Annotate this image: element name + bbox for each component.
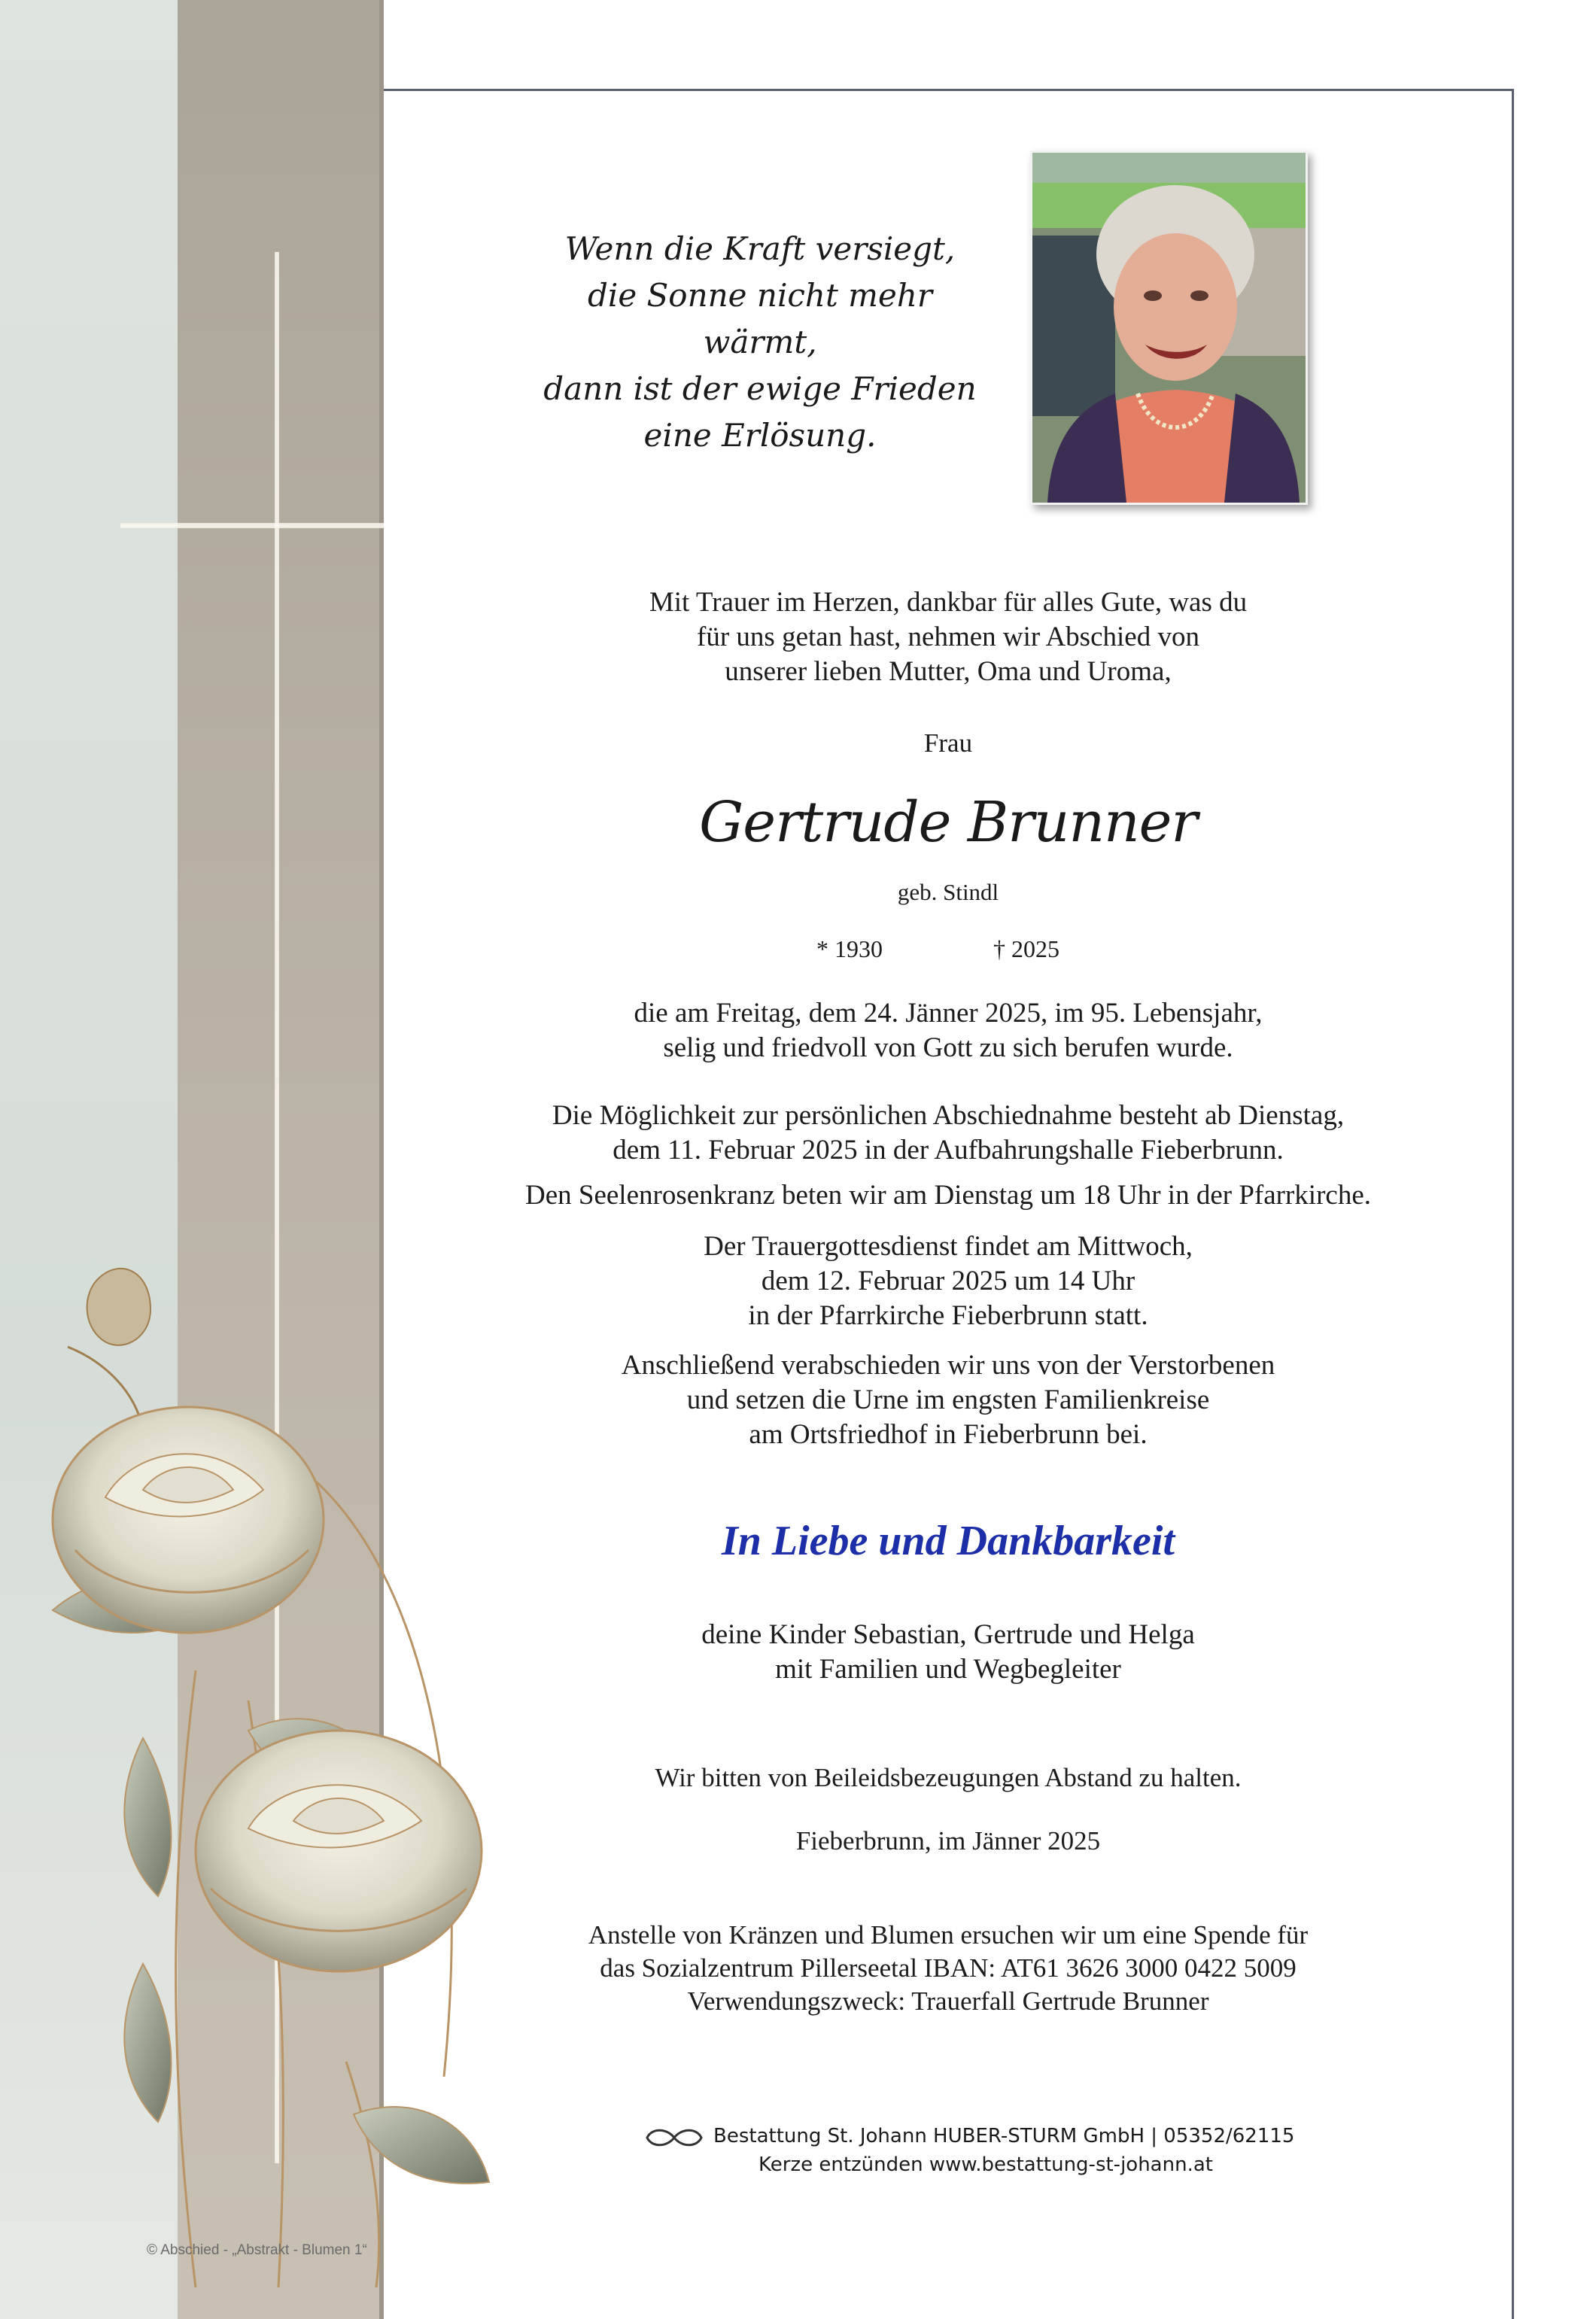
copyright-note: © Abschied - „Abstrakt - Blumen 1“ <box>147 2242 367 2258</box>
love-heading: In Liebe und Dankbarkeit <box>721 1518 1175 1564</box>
family-signature <box>406 1618 1490 1687</box>
condolence-request: Wir bitten von Beileidsbezeugungen Abstand zu halten. <box>655 1763 1242 1792</box>
intro-line: unserer lieben Mutter, Oma und Uroma, <box>725 656 1172 687</box>
candle-link[interactable]: Kerze entzünden www.bestattung-st-johann.at <box>758 2153 1213 2176</box>
family-line: mit Familien und Wegbegleiter <box>775 1654 1121 1685</box>
service-info <box>406 1229 1490 1333</box>
rosary-info: Den Seelenrosenkranz beten wir am Dienstag um 18 Uhr in der Pfarrkirche. <box>524 1180 1371 1211</box>
intro-line: Mit Trauer im Herzen, dankbar für alles Gute, was du <box>649 587 1248 618</box>
donation-line: Verwendungszweck: Trauerfall Gertrude Brunner <box>687 1986 1209 2016</box>
salutation: Frau <box>923 728 973 758</box>
funeral-home-company: Bestattung St. Johann HUBER-STURM GmbH | 05352/62115 <box>713 2125 1295 2147</box>
burial-info <box>406 1348 1490 1452</box>
verse-line: Wenn die Kraft versiegt, <box>564 230 956 267</box>
service-line: in der Pfarrkirche Fieberbrunn statt. <box>748 1300 1148 1331</box>
burial-line: Anschließend verabschieden wir uns von der Verstorbenen <box>621 1350 1275 1381</box>
verse-line: dann ist der ewige Frieden <box>543 370 977 407</box>
donation-line: Anstelle von Kränzen und Blumen ersuchen wir um eine Spende für <box>588 1920 1309 1950</box>
death-notice <box>406 996 1490 1065</box>
verse <box>527 226 993 459</box>
intro-text <box>406 585 1490 689</box>
service-line: Der Trauergottesdienst findet am Mittwoch, <box>704 1231 1193 1262</box>
birth-name: geb. Stindl <box>897 879 999 905</box>
viewing-line: dem 11. Februar 2025 in der Aufbahrungshalle Fieberbrunn. <box>613 1135 1284 1166</box>
death-notice-line: selig und friedvoll von Gott zu sich berufen wurde. <box>663 1032 1233 1063</box>
death-notice-line: die am Freitag, dem 24. Jänner 2025, im 95. Lebensjahr, <box>634 998 1263 1029</box>
burial-line: am Ortsfriedhof in Fieberbrunn bei. <box>749 1419 1148 1450</box>
family-line: deine Kinder Sebastian, Gertrude und Helga <box>701 1619 1195 1650</box>
burial-line: und setzen die Urne im engsten Familienkreise <box>686 1384 1210 1415</box>
rose-upper <box>53 1407 324 1633</box>
viewing-info <box>406 1099 1490 1168</box>
verse-line: eine Erlösung. <box>643 417 877 454</box>
donation-info <box>406 1919 1490 2018</box>
birth-year: * 1930 <box>816 935 883 962</box>
death-year: † 2025 <box>993 935 1059 962</box>
funeral-home-footer <box>638 2122 1294 2179</box>
service-line: dem 12. Februar 2025 um 14 Uhr <box>761 1266 1135 1296</box>
place-date: Fieberbrunn, im Jänner 2025 <box>795 1826 1101 1856</box>
portrait-photo-icon <box>1032 153 1306 503</box>
deceased-name: Gertrude Brunner <box>699 790 1197 855</box>
intro-line: für uns getan hast, nehmen wir Abschied von <box>697 622 1199 652</box>
portrait-photo <box>1030 150 1308 505</box>
donation-line: das Sozialzentrum Pillerseetal IBAN: AT61 3626 3000 0422 5009 <box>600 1953 1297 1983</box>
rose-bud <box>68 1269 150 1430</box>
viewing-line: Die Möglichkeit zur persönlichen Abschiednahme besteht ab Dienstag, <box>552 1100 1345 1131</box>
verse-line: die Sonne nicht mehr wärmt, <box>588 277 932 360</box>
